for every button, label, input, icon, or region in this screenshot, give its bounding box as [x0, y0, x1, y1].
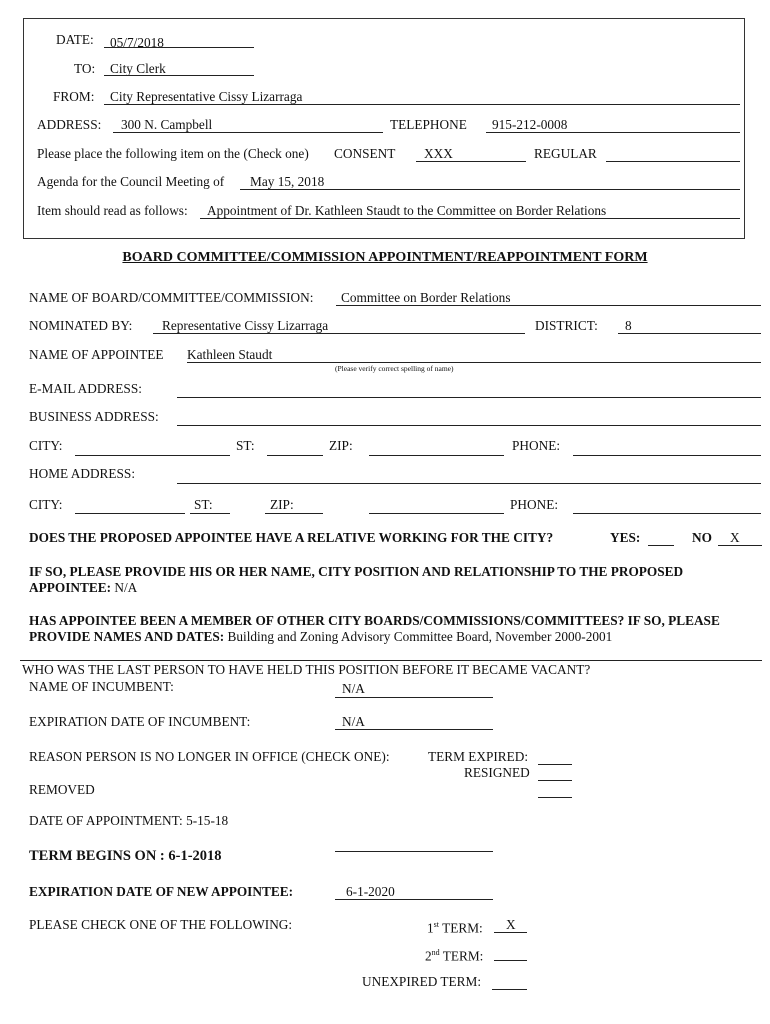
- ifso-line2: [29, 580, 137, 596]
- resigned-line[interactable]: [538, 780, 572, 781]
- member-value[interactable]: Building and Zoning Advisory Committee Board, November 2000-2001: [227, 629, 613, 644]
- st2-line[interactable]: [190, 513, 230, 514]
- item-label: Item should read as follows:: [37, 203, 188, 218]
- check-label: PLEASE CHECK ONE OF THE FOLLOWING:: [29, 917, 293, 932]
- first-term-value[interactable]: X: [506, 917, 516, 932]
- appointee-line: [187, 362, 761, 363]
- verify-note: (Please verify correct spelling of name): [335, 364, 454, 373]
- consent-value[interactable]: XXX: [424, 146, 453, 161]
- address-line: [113, 132, 383, 133]
- district-label: DISTRICT:: [535, 318, 598, 333]
- blank2-line[interactable]: [369, 513, 504, 514]
- yes-line[interactable]: [648, 545, 674, 546]
- member-label: PROVIDE NAMES AND DATES:: [29, 629, 225, 644]
- first-term-num: 1: [427, 920, 434, 936]
- from-line: [104, 104, 740, 105]
- date-appt-value[interactable]: 5-15-18: [186, 813, 229, 828]
- phone-label: PHONE:: [512, 438, 561, 453]
- no-line: [718, 545, 762, 546]
- date-appt-label: DATE OF APPOINTMENT:: [29, 813, 183, 828]
- telephone-value[interactable]: 915-212-0008: [492, 117, 568, 132]
- member-line1: HAS APPOINTEE BEEN A MEMBER OF OTHER CITY BOARDS/COMMISSIONS/COMMITTEES? IF SO, PLEASE: [29, 613, 720, 628]
- ifso-value[interactable]: N/A: [114, 580, 138, 595]
- nominated-value[interactable]: Representative Cissy Lizarraga: [162, 318, 329, 333]
- to-label: TO:: [74, 61, 96, 76]
- expiration-value[interactable]: N/A: [342, 714, 365, 729]
- expiration-line: [335, 729, 493, 730]
- term-begins: TERM BEGINS ON : 6-1-2018: [29, 848, 222, 864]
- address-value[interactable]: 300 N. Campbell: [121, 117, 213, 132]
- unexpired-line[interactable]: [492, 989, 527, 990]
- first-term-line: [494, 932, 527, 933]
- consent-line: [416, 161, 526, 162]
- item-line: [200, 218, 740, 219]
- home-line[interactable]: [177, 483, 761, 484]
- nominated-label: NOMINATED BY:: [29, 318, 133, 333]
- removed-label: REMOVED: [29, 782, 95, 797]
- regular-label: REGULAR: [534, 146, 597, 161]
- city2-label: CITY:: [29, 497, 63, 512]
- agenda-label: Agenda for the Council Meeting of: [37, 174, 225, 189]
- reason-label: REASON PERSON IS NO LONGER IN OFFICE (CHECK ONE):: [29, 749, 390, 764]
- relative-question: DOES THE PROPOSED APPOINTEE HAVE A RELATIVE WORKING FOR THE CITY?: [29, 530, 554, 545]
- first-term-text: TERM:: [439, 920, 483, 936]
- city2-line[interactable]: [75, 513, 185, 514]
- home-label: HOME ADDRESS:: [29, 466, 136, 481]
- section-divider: [20, 660, 762, 661]
- telephone-label: TELEPHONE: [390, 117, 467, 132]
- city-label: CITY:: [29, 438, 63, 453]
- date-line: [104, 47, 254, 48]
- board-line: [336, 305, 761, 306]
- consent-label: CONSENT: [334, 146, 396, 161]
- agenda-line: [240, 189, 740, 190]
- ifso-line1: IF SO, PLEASE PROVIDE HIS OR HER NAME, CITY POSITION AND RELATIONSHIP TO THE PROPOSED: [29, 564, 684, 579]
- email-label: E-MAIL ADDRESS:: [29, 381, 142, 396]
- regular-line[interactable]: [606, 161, 740, 162]
- address-label: ADDRESS:: [37, 117, 102, 132]
- st-label: ST:: [236, 438, 255, 453]
- st-line[interactable]: [267, 455, 323, 456]
- email-line[interactable]: [177, 397, 761, 398]
- term-expired-line[interactable]: [538, 764, 572, 765]
- form-title: BOARD COMMITTEE/COMMISSION APPOINTMENT/REAPPOINTMENT FORM: [122, 250, 648, 265]
- first-term-label: [427, 917, 483, 936]
- business-line[interactable]: [177, 425, 761, 426]
- nominated-line: [153, 333, 525, 334]
- district-line: [618, 333, 761, 334]
- vacancy-question: WHO WAS THE LAST PERSON TO HAVE HELD THIS POSITION BEFORE IT BECAME VACANT?: [22, 662, 591, 677]
- incumbent-line: [335, 697, 493, 698]
- second-term-label: [425, 945, 483, 964]
- business-label: BUSINESS ADDRESS:: [29, 409, 159, 424]
- zip2-label: ZIP:: [270, 497, 294, 512]
- district-value[interactable]: 8: [625, 318, 632, 333]
- appointee-value[interactable]: Kathleen Staudt: [187, 347, 273, 362]
- phone-line[interactable]: [573, 455, 761, 456]
- term-expired-label: TERM EXPIRED:: [428, 749, 529, 764]
- phone2-line[interactable]: [573, 513, 761, 514]
- new-exp-label: EXPIRATION DATE OF NEW APPOINTEE:: [29, 884, 293, 899]
- zip-line[interactable]: [369, 455, 504, 456]
- resigned-label: RESIGNED: [464, 765, 530, 780]
- term-begins-line[interactable]: [335, 851, 493, 852]
- st2-label: ST:: [194, 497, 213, 512]
- item-value[interactable]: Appointment of Dr. Kathleen Staudt to the Committee on Border Relations: [207, 203, 607, 218]
- zip2-line[interactable]: [265, 513, 323, 514]
- no-label: NO: [692, 530, 712, 545]
- board-value[interactable]: Committee on Border Relations: [341, 290, 511, 305]
- yes-label: YES:: [610, 530, 641, 545]
- date-appointment: [29, 813, 228, 829]
- to-value[interactable]: City Clerk: [110, 61, 166, 76]
- agenda-value[interactable]: May 15, 2018: [250, 174, 325, 189]
- no-value[interactable]: X: [730, 530, 740, 545]
- zip-label: ZIP:: [329, 438, 353, 453]
- phone2-label: PHONE:: [510, 497, 559, 512]
- removed-line[interactable]: [538, 797, 572, 798]
- date-label: DATE:: [56, 32, 94, 47]
- second-term-line[interactable]: [494, 960, 527, 961]
- to-line: [104, 75, 254, 76]
- city-line[interactable]: [75, 455, 230, 456]
- new-exp-line: [335, 899, 493, 900]
- unexpired-label: UNEXPIRED TERM:: [362, 974, 482, 989]
- date-value[interactable]: 05/7/2018: [110, 35, 164, 50]
- appointee-label: NAME OF APPOINTEE: [29, 347, 164, 362]
- incumbent-label: NAME OF INCUMBENT:: [29, 679, 174, 694]
- place-text: Please place the following item on the (Check one): [37, 146, 309, 161]
- ifso-label: APPOINTEE:: [29, 580, 112, 595]
- second-term-sup: nd: [431, 948, 440, 957]
- board-label: NAME OF BOARD/COMMITTEE/COMMISSION:: [29, 290, 314, 305]
- expiration-label: EXPIRATION DATE OF INCUMBENT:: [29, 714, 251, 729]
- telephone-line: [486, 132, 740, 133]
- first-term-sup: st: [433, 920, 439, 929]
- incumbent-value[interactable]: N/A: [342, 681, 365, 696]
- second-term-num: 2: [425, 948, 432, 964]
- from-label: FROM:: [53, 89, 95, 104]
- second-term-text: TERM:: [439, 948, 484, 964]
- member-line2: [29, 629, 612, 645]
- new-exp-value[interactable]: 6-1-2020: [346, 884, 395, 899]
- from-value[interactable]: City Representative Cissy Lizarraga: [110, 89, 303, 104]
